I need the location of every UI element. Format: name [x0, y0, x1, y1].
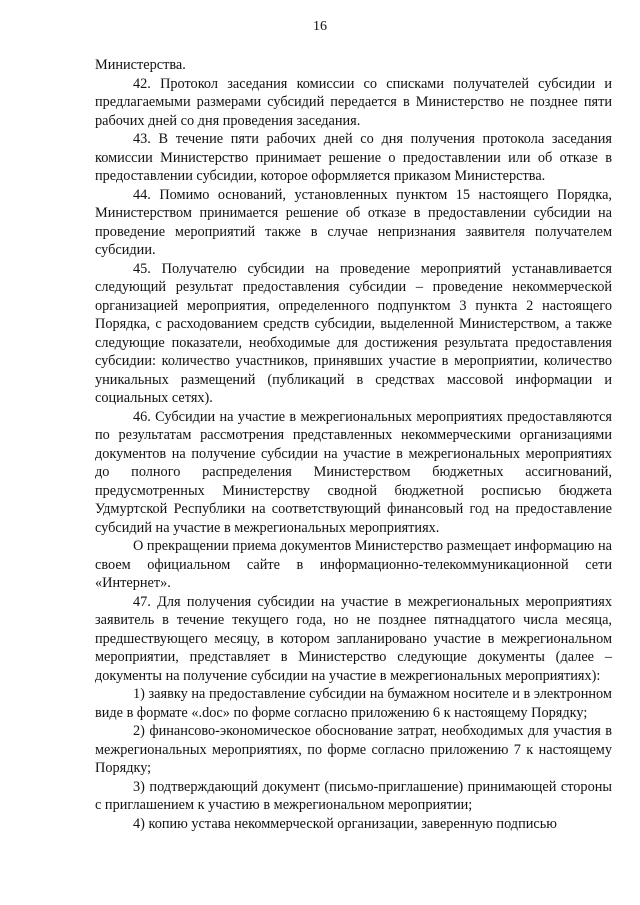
list-item-3: 3) подтверждающий документ (письмо-приглашение) принимающей стороны с приглашением к участию в межрегиональном мероприятии;: [95, 778, 612, 813]
paragraph-46-notice: О прекращении приема документов Министерство размещает информацию на своем официальном сайте в информационно-телекоммуникационной сети «Интернет».: [95, 538, 612, 591]
paragraph-42: 42. Протокол заседания комиссии со списками получателей субсидии и предлагаемыми размерами субсидий передается в Министерство не позднее пяти рабочих дней со дня проведения заседания.: [95, 75, 612, 129]
list-item-4: 4) копию устава некоммерческой организации, заверенную подписью: [133, 815, 557, 832]
paragraph-44: 44. Помимо оснований, установленных пунктом 15 настоящего Порядка, Министерством принимается решение об отказе в предоставлении субсидии на проведение мероприятий также в случае непризнания заявителя получателем субсидии.: [95, 186, 612, 258]
document-body: [95, 56, 612, 833]
paragraph-continuation: Министерства.: [95, 57, 186, 73]
list-item-1: 1) заявку на предоставление субсидии на бумажном носителе и в электронном виде в формате «.doc» по форме согласно приложению 6 к настоящему Порядку;: [95, 686, 612, 721]
paragraph-46: 46. Субсидии на участие в межрегиональных мероприятиях предоставляются по результатам рассмотрения представленных некоммерческими организациями документов на получение субсидии на участие в межрегиональных мероприятиях до полного распределения Министерством бюджетных ассигнований, предусмотренных Министерству сводной бюджетной росписью бюджета Удмуртской Республики на соответствующий финансовый год на предоставление субсидий на участие в межрегиональных мероприятиях.: [95, 408, 612, 536]
paragraph-47: 47. Для получения субсидии на участие в межрегиональных мероприятиях заявитель в течение текущего года, но не позднее пятнадцатого числа месяца, предшествующего месяцу, в котором запланировано участие в межрегиональном мероприятии, представляет в Министерство следующие документы (далее – документы на получение субсидии на участие в межрегиональных мероприятиях):: [95, 593, 612, 684]
page-number: 16: [313, 19, 327, 34]
list-item-2: 2) финансово-экономическое обоснование затрат, необходимых для участия в межрегиональных мероприятиях, по форме согласно приложению 7 к настоящему Порядку;: [95, 723, 612, 776]
paragraph-45: 45. Получателю субсидии на проведение мероприятий устанавливается следующий результат предоставления субсидии – проведение некоммерческой организацией мероприятия, определенного подпунктом 3 пункта 2 настоящего Порядка, с расходованием средств субсидии, выделенной Министерством, а также следующие показатели, необходимые для достижения результата предоставления субсидии: количество участников, принявших участие в мероприятии, количество уникальных размещений (публикаций в средствах массовой информации и социальных сетях).: [95, 260, 612, 406]
paragraph-43: 43. В течение пяти рабочих дней со дня получения протокола заседания комиссии Министерство принимает решение о предоставлении или об отказе в предоставлении субсидии, которое оформляется приказом Министерства.: [95, 131, 612, 184]
